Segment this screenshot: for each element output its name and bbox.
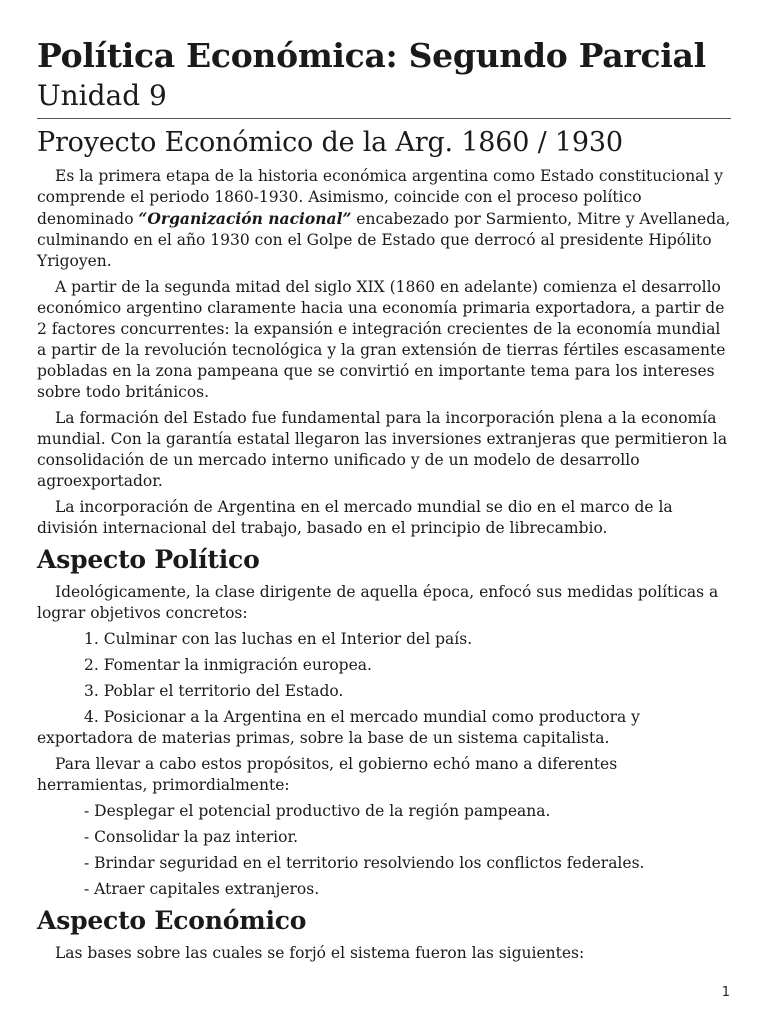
objective-item: 1. Culminar con las luchas en el Interior del país. — [84, 630, 473, 648]
objective-item: 3. Poblar el territorio del Estado. — [84, 682, 344, 700]
paragraph-1 — [37, 166, 731, 272]
paragraph-3: La formación del Estado fue fundamental para la incorporación plena a la economía mundial. Con la garantía estatal llegaron las inversiones extranjeras que permitieron la consolidación de un mercado interno unificado y de un modelo de desarrollo agroexportador. — [37, 409, 728, 490]
paragraph-4: La incorporación de Argentina en el mercado mundial se dio en el marco de la división internacional del trabajo, basado en el principio de librecambio. — [37, 498, 673, 537]
economico-intro: Las bases sobre las cuales se forjó el sistema fueron las siguientes: — [55, 944, 585, 962]
tool-item: - Brindar seguridad en el territorio resolviendo los conflictos federales. — [84, 854, 645, 872]
tool-item: - Atraer capitales extranjeros. — [84, 880, 320, 898]
tool-item: - Consolidar la paz interior. — [84, 828, 299, 846]
tool-item: - Desplegar el potencial productivo de la región pampeana. — [84, 802, 551, 820]
document-title: Política Económica: Segundo Parcial — [37, 36, 706, 75]
section-heading-proyecto: Proyecto Económico de la Arg. 1860 / 1930 — [37, 127, 623, 158]
unit-heading: Unidad 9 — [37, 79, 167, 112]
organizacion-nacional-emphasis: “Organización nacional” — [138, 209, 352, 228]
paragraph-2: A partir de la segunda mitad del siglo XIX (1860 en adelante) comienza el desarrollo económico argentino claramente hacia una economía primaria exportadora, a partir de 2 factores concurrentes: la expansión e integración crecientes de la economía mundial a partir de la revolución tecnológica y la gran extensión de tierras fértiles escasamente pobladas en la zona pampeana que se convirtió en importante tema para los intereses sobre todo británicos. — [37, 278, 726, 401]
objective-item: 2. Fomentar la inmigración europea. — [84, 656, 372, 674]
document-page — [37, 36, 731, 969]
tools-intro: Para llevar a cabo estos propósitos, el gobierno echó mano a diferentes herramientas, primordialmente: — [37, 755, 618, 794]
page-number: 1 — [721, 985, 730, 1000]
section-heading-politico: Aspecto Político — [37, 545, 260, 574]
paragraph-1-start: Es la primera etapa de la historia económica argentina como Estado constitucional y comprende el periodo 1860-1930. Asimismo, coincide con el proceso político denominado — [37, 167, 724, 228]
politico-intro: Ideológicamente, la clase dirigente de aquella época, enfocó sus medidas políticas a lograr objetivos concretos: — [37, 583, 719, 622]
title-divider — [37, 118, 731, 119]
section-heading-economico: Aspecto Económico — [37, 906, 307, 935]
paragraph-1-end: encabezado por Sarmiento, Mitre y Avellaneda, culminando en el año 1930 con el Golpe de Estado que derrocó al presidente Hipólito Yrigoyen. — [37, 210, 731, 270]
objective-item: 4. Posicionar a la Argentina en el mercado mundial como productora y exportadora de materias primas, sobre la base de un sistema capitalista. — [37, 708, 640, 747]
